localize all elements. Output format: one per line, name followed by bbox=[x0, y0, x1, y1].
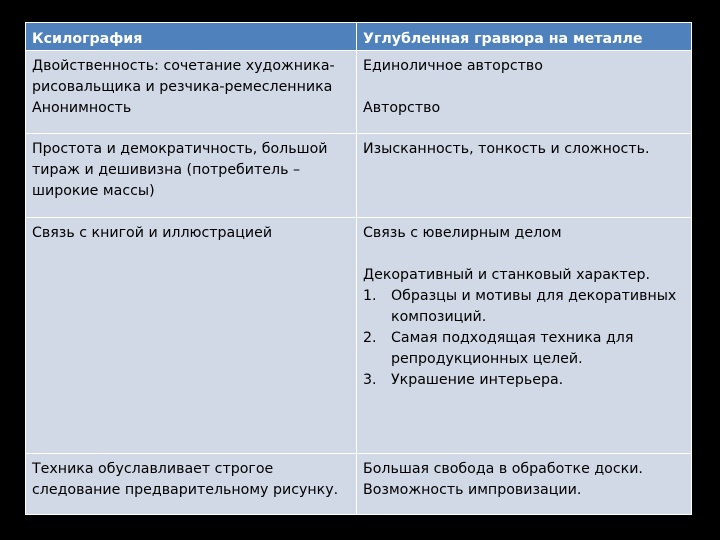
table-row bbox=[26, 134, 692, 218]
cell-strict-drawing-woodcut bbox=[26, 454, 357, 515]
header-intaglio-engraving: Углубленная гравюра на металле bbox=[357, 23, 692, 51]
table-header-row bbox=[26, 23, 692, 51]
cell-text-line: Возможность импровизации. bbox=[363, 482, 582, 498]
list-item-line: композиций. bbox=[391, 309, 487, 325]
cell-authorship-woodcut bbox=[26, 51, 357, 134]
cell-text-line: Двойственность: сочетание художника- bbox=[32, 58, 335, 74]
list-item-line: Самая подходящая техника для bbox=[391, 330, 634, 346]
numbered-list bbox=[363, 286, 685, 391]
cell-text-line: Изысканность, тонкость и сложность. bbox=[363, 141, 650, 157]
list-item bbox=[363, 286, 685, 328]
cell-text-line: Простота и демократичность, большой bbox=[32, 141, 328, 157]
cell-text-line: Связь с книгой и иллюстрацией bbox=[32, 225, 273, 241]
cell-text-line: следование предварительному рисунку. bbox=[32, 482, 339, 498]
table-row bbox=[26, 218, 692, 454]
cell-text-line: Большая свобода в обработке доски. bbox=[363, 461, 643, 477]
list-number: 2. bbox=[363, 330, 377, 346]
cell-text-line: Техника обуславливает строгое bbox=[32, 461, 274, 477]
list-number: 1. bbox=[363, 288, 377, 304]
list-item bbox=[363, 328, 685, 370]
blank-line bbox=[363, 77, 685, 98]
cell-book-link-woodcut bbox=[26, 218, 357, 454]
list-item bbox=[363, 370, 685, 391]
cell-text-line: Анонимность bbox=[32, 100, 132, 116]
cell-freedom-engraving bbox=[357, 454, 692, 515]
blank-line bbox=[363, 244, 685, 265]
header-woodcut: Ксилография bbox=[26, 23, 357, 51]
cell-text-line: Декоративный и станковый характер. bbox=[363, 267, 650, 283]
list-item-line: Украшение интерьера. bbox=[391, 372, 564, 388]
list-item-line: Образцы и мотивы для декоративных bbox=[391, 288, 677, 304]
table-row bbox=[26, 51, 692, 134]
table-row bbox=[26, 454, 692, 515]
list-item-line: репродукционных целей. bbox=[391, 351, 583, 367]
cell-text-line: рисовальщика и резчика-ремесленника bbox=[32, 79, 333, 95]
cell-text-line: широкие массы) bbox=[32, 183, 155, 199]
cell-text-line: Связь с ювелирным делом bbox=[363, 225, 562, 241]
cell-sophistication-engraving bbox=[357, 134, 692, 218]
comparison-table bbox=[25, 22, 692, 515]
cell-text-line: тираж и дешивизна (потребитель – bbox=[32, 162, 301, 178]
cell-text-line: Авторство bbox=[363, 100, 441, 116]
cell-authorship-engraving bbox=[357, 51, 692, 134]
list-number: 3. bbox=[363, 372, 377, 388]
cell-text-line: Единоличное авторство bbox=[363, 58, 543, 74]
cell-jewelry-link-engraving bbox=[357, 218, 692, 454]
cell-simplicity-woodcut bbox=[26, 134, 357, 218]
